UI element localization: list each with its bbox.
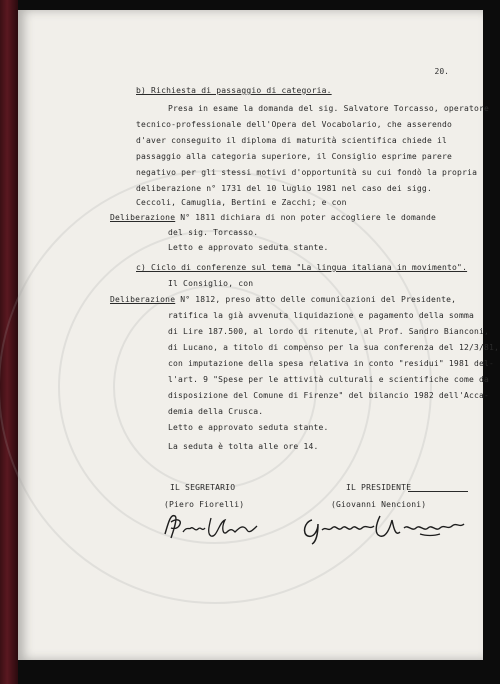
document-page <box>18 10 500 660</box>
text-line: deliberazione n° 1731 del 10 luglio 1981 nel caso dei sigg. <box>136 184 432 193</box>
text-line: passaggio alla categoria superiore, il Consiglio esprime parere <box>136 152 453 161</box>
text-line: Letto e approvato seduta stante. <box>168 423 329 432</box>
text-line: Presa in esame la domanda del sig. Salvatore Torcasso, operatore <box>168 104 490 113</box>
text-line: di Lucano, a titolo di compenso per la sua conferenza del 12/3/81, <box>168 343 500 352</box>
text-line: La seduta è tolta alle ore 14. <box>168 442 319 451</box>
text-line: demia della Crusca. <box>168 407 264 416</box>
signature-rule <box>408 491 468 492</box>
text-line: l'art. 9 "Spese per le attività culturali e scientifiche come da <box>168 375 490 384</box>
text-line: d'aver conseguito il diploma di maturità scientifica chiede il <box>136 136 448 145</box>
text-line: b) Richiesta di passaggio di categoria. <box>136 86 332 95</box>
president-name: (Giovanni Nencioni) <box>331 500 427 509</box>
secretary-title: IL SEGRETARIO <box>170 483 236 492</box>
text-line: Deliberazione N° 1812, preso atto delle comunicazioni del Presidente, <box>110 295 457 304</box>
secretary-signature <box>161 508 271 544</box>
text-line: Deliberazione N° 1811 dichiara di non poter accogliere le domande <box>110 213 437 222</box>
text-line: di Lire 187.500, al lordo di ritenute, al Prof. Sandro Bianconi, <box>168 327 490 336</box>
underlined-word: Deliberazione <box>110 295 176 304</box>
text-line: negativo per gli stessi motivi d'opportunità su cui fondò la propria <box>136 168 478 177</box>
text-line: Ceccoli, Camuglia, Bertini e Zacchi; e con <box>136 198 347 207</box>
text-line: del sig. Torcasso. <box>168 228 259 237</box>
text-line: ratifica la già avvenuta liquidazione e pagamento della somma <box>168 311 475 320</box>
text-line: Letto e approvato seduta stante. <box>168 243 329 252</box>
text-line: c) Ciclo di conferenze sul tema "La lingua italiana in movimento". <box>136 263 468 272</box>
president-signature <box>300 506 470 546</box>
underlined-word: Deliberazione <box>110 213 176 222</box>
president-title: IL PRESIDENTE <box>346 483 412 492</box>
page-number: 20. <box>434 67 449 76</box>
text-line: disposizione del Comune di Firenze" del bilancio 1982 dell'Acca- <box>168 391 490 400</box>
text-line: con imputazione della spesa relativa in conto "residui" 1981 del- <box>168 359 495 368</box>
text-line: tecnico-professionale dell'Opera del Vocabolario, che asserendo <box>136 120 453 129</box>
text-line: Il Consiglio, con <box>168 279 254 288</box>
secretary-name: (Piero Fiorelli) <box>164 500 245 509</box>
